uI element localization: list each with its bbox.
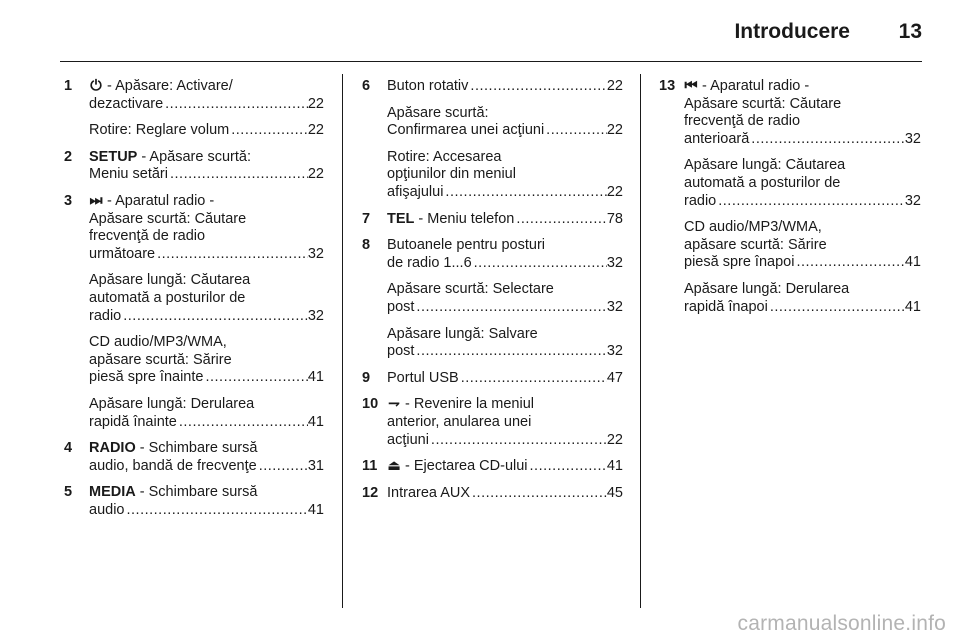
- reference-page: 32: [307, 307, 324, 324]
- entry-text: Apăsare scurtă: Căutare: [684, 95, 842, 112]
- entry-text: frecvenţă de radio: [89, 228, 206, 245]
- entry-text: Apăsare lungă: Derularea: [684, 280, 850, 297]
- entry-text-line: [684, 113, 921, 131]
- leader-dots: [429, 432, 607, 450]
- entry-number: 6: [362, 78, 371, 94]
- page-reference: [684, 299, 921, 317]
- reference-page: 32: [606, 254, 623, 271]
- entry-text: - Aparatul radio -: [107, 192, 215, 209]
- page-title: Introducere: [734, 20, 850, 43]
- reference-label: - Ejectarea CD-ului: [405, 458, 528, 475]
- reference-page: 41: [904, 254, 921, 271]
- entry-paragraph: [387, 396, 623, 449]
- entry-text-line: [684, 237, 921, 255]
- reference-page: 22: [606, 78, 623, 94]
- reference-page: 41: [606, 458, 623, 475]
- reference-page: 32: [904, 130, 921, 147]
- entry-text: Apăsare scurtă: Selectare: [387, 281, 554, 298]
- entry-text-line: [387, 281, 623, 299]
- legend-entry: [64, 193, 324, 431]
- page-reference: [387, 370, 623, 388]
- entry-number: 2: [64, 148, 73, 165]
- next-track-icon: ⏭: [89, 192, 103, 209]
- reference-page: 22: [307, 122, 324, 139]
- page-reference: [89, 414, 324, 432]
- reference-page: 45: [606, 484, 623, 501]
- leader-dots: [121, 308, 308, 326]
- reference-label: Buton rotativ: [387, 78, 469, 94]
- page-reference: [387, 458, 623, 476]
- reference-text: [684, 254, 794, 272]
- entry-text-line: [684, 96, 921, 114]
- entry-paragraph: [684, 219, 921, 272]
- control-key-label: TEL: [387, 210, 415, 227]
- reference-text: [387, 370, 459, 388]
- page-reference: [684, 193, 921, 211]
- page-reference: [387, 432, 623, 450]
- reference-text: [89, 458, 257, 476]
- page-reference: [387, 122, 623, 140]
- reference-label: Rotire: Reglare volum: [89, 122, 230, 139]
- reference-label: Confirmarea unei acţiuni: [387, 122, 545, 139]
- legend-entry: [362, 396, 623, 449]
- leader-dots: [472, 255, 607, 273]
- entry-paragraph: [89, 193, 324, 263]
- entry-paragraph: [387, 105, 623, 140]
- header-rule: [60, 61, 922, 62]
- entry-text: Rotire: Accesarea: [387, 148, 502, 165]
- reference-page: 41: [904, 298, 921, 315]
- reference-label: post: [387, 298, 415, 315]
- legend-entry: [659, 78, 921, 316]
- leader-dots: [794, 254, 904, 272]
- leader-dots: [163, 96, 308, 114]
- entry-paragraph: [89, 484, 324, 519]
- reference-page: 78: [606, 210, 623, 227]
- entry-paragraph: [684, 281, 921, 316]
- entry-text: Apăsare lungă: Derularea: [89, 395, 255, 412]
- legend-entry: [362, 458, 623, 476]
- entry-paragraph: [387, 149, 623, 202]
- entry-text-line: [387, 105, 623, 123]
- entry-paragraph: [387, 326, 623, 361]
- entry-paragraph: [387, 78, 623, 96]
- page-number: 13: [898, 20, 922, 43]
- reference-page: 41: [307, 501, 324, 518]
- entry-paragraph: [387, 370, 623, 388]
- column-divider: [342, 74, 343, 608]
- page-reference: [387, 211, 623, 229]
- reference-label: acţiuni: [387, 431, 429, 448]
- reference-page: 41: [307, 413, 324, 430]
- reference-label: audio: [89, 501, 125, 518]
- entry-text: Apăsare scurtă:: [387, 104, 489, 121]
- entry-text-line: [684, 175, 921, 193]
- entry-text: - Aparatul radio -: [702, 78, 810, 94]
- page-reference: [89, 96, 324, 114]
- entry-text-line: [89, 290, 324, 308]
- entry-text: - Revenire la meniul: [405, 396, 534, 413]
- reference-text: [684, 193, 716, 211]
- page-reference: [387, 78, 623, 96]
- reference-label: piesă spre înainte: [89, 369, 204, 386]
- entry-text-line: [684, 157, 921, 175]
- entry-text: Apăsare scurtă: Căutare: [89, 210, 247, 227]
- entry-text-line: [387, 414, 623, 432]
- reference-text: [89, 166, 168, 184]
- entry-paragraph: [387, 485, 623, 503]
- entry-number: 12: [362, 484, 379, 501]
- legend-entry: [362, 485, 623, 503]
- entry-text-line: [89, 396, 324, 414]
- legend-entry: [64, 78, 324, 140]
- reference-text: [684, 299, 768, 317]
- legend-entry: [64, 484, 324, 519]
- entry-text-line: [89, 334, 324, 352]
- entry-text-line: [89, 78, 324, 96]
- entry-text: Apăsare lungă: Căutarea: [89, 272, 251, 289]
- legend-entry: [362, 370, 623, 388]
- reference-page: 31: [307, 457, 324, 474]
- entry-paragraph: [387, 458, 623, 476]
- page-reference: [387, 343, 623, 361]
- entry-number: 8: [362, 237, 371, 254]
- reference-label: următoare: [89, 245, 156, 262]
- entry-paragraph: [89, 440, 324, 475]
- column-divider: [640, 74, 641, 608]
- page-reference: [387, 184, 623, 202]
- entry-number: 7: [362, 210, 371, 227]
- reference-label: Portul USB: [387, 369, 459, 386]
- entry-text-line: [89, 272, 324, 290]
- entry-paragraph: [684, 78, 921, 148]
- entry-text-line: [387, 149, 623, 167]
- entry-number: 5: [64, 484, 73, 501]
- page-header: [60, 18, 922, 48]
- page-reference: [684, 254, 921, 272]
- entry-text-line: [89, 440, 324, 458]
- control-key-label: SETUP: [89, 148, 138, 165]
- entry-number: 3: [64, 192, 73, 209]
- entry-paragraph: [89, 78, 324, 113]
- leader-dots: [155, 246, 308, 264]
- watermark: carmanualsonline.info: [737, 612, 946, 635]
- column-2: [362, 78, 623, 511]
- entry-text-line: [89, 484, 324, 502]
- reference-label: - Meniu telefon: [418, 210, 515, 227]
- entry-text: Butoanele pentru posturi: [387, 237, 545, 254]
- control-key-label: MEDIA: [89, 484, 136, 501]
- leader-dots: [468, 78, 606, 96]
- reference-label: Meniu setări: [89, 166, 168, 183]
- legend-entry: [64, 149, 324, 184]
- page-reference: [684, 131, 921, 149]
- reference-text: [387, 343, 414, 361]
- leader-dots: [414, 299, 606, 317]
- reference-page: 41: [307, 369, 324, 386]
- reference-text: [387, 485, 470, 503]
- reference-label: rapidă înainte: [89, 413, 177, 430]
- entry-text-line: [684, 78, 921, 96]
- reference-text: [387, 184, 443, 202]
- page-reference: [387, 255, 623, 273]
- reference-text: [387, 78, 468, 96]
- reference-page: 32: [307, 245, 324, 262]
- entry-paragraph: [89, 272, 324, 325]
- leader-dots: [459, 370, 607, 388]
- entry-text: opţiunilor din meniul: [387, 166, 516, 183]
- leader-dots: [257, 458, 308, 476]
- entry-paragraph: [89, 149, 324, 184]
- entry-text-line: [387, 396, 623, 414]
- reference-text: [89, 369, 203, 387]
- leader-dots: [443, 184, 606, 202]
- entry-text-line: [387, 237, 623, 255]
- entry-text: - Schimbare sursă: [139, 440, 258, 457]
- reference-text: [89, 122, 229, 140]
- reference-text: [387, 122, 544, 140]
- entry-text: apăsare scurtă: Sărire: [684, 236, 827, 253]
- entry-text-line: [387, 166, 623, 184]
- reference-label: anterioară: [684, 130, 750, 147]
- entry-text: apăsare scurtă: Sărire: [89, 351, 232, 368]
- page-reference: [89, 122, 324, 140]
- reference-text: [89, 502, 124, 520]
- entry-text-line: [387, 326, 623, 344]
- entry-number: 4: [64, 440, 73, 457]
- leader-dots: [203, 369, 307, 387]
- entry-text: - Apăsare scurtă:: [141, 148, 251, 165]
- leader-dots: [528, 458, 607, 476]
- leader-dots: [414, 343, 606, 361]
- reference-page: 22: [307, 166, 324, 183]
- eject-icon: ⏏: [387, 458, 401, 475]
- entry-paragraph: [89, 334, 324, 387]
- entry-paragraph: [387, 281, 623, 316]
- entry-paragraph: [89, 122, 324, 140]
- entry-paragraph: [387, 211, 623, 229]
- entry-text: - Schimbare sursă: [139, 484, 258, 501]
- back-arrow-icon: ⇁: [387, 396, 401, 413]
- entry-text: frecvenţă de radio: [684, 113, 801, 130]
- entry-text: Apăsare lungă: Căutarea: [684, 157, 846, 174]
- page-reference: [387, 299, 623, 317]
- entry-text-line: [89, 193, 324, 211]
- entry-paragraph: [387, 237, 623, 272]
- reference-text: [387, 255, 472, 273]
- reference-label: dezactivare: [89, 95, 164, 112]
- previous-track-icon: ⏮: [684, 78, 698, 94]
- page-reference: [89, 369, 324, 387]
- reference-label: afişajului: [387, 183, 444, 200]
- entry-text: CD audio/MP3/WMA,: [684, 219, 822, 236]
- reference-page: 22: [606, 431, 623, 448]
- entry-paragraph: [89, 396, 324, 431]
- reference-text: [387, 299, 414, 317]
- entry-number: 9: [362, 369, 371, 386]
- legend-entry: [362, 78, 623, 202]
- power-icon: ⏻: [90, 78, 102, 94]
- leader-dots: [470, 485, 607, 503]
- reference-label: rapidă înapoi: [684, 298, 768, 315]
- reference-label: post: [387, 343, 415, 360]
- page-reference: [89, 502, 324, 520]
- leader-dots: [229, 122, 308, 140]
- leader-dots: [124, 502, 307, 520]
- page-reference: [89, 166, 324, 184]
- entry-text: automată a posturilor de: [684, 174, 841, 191]
- reference-page: 47: [606, 369, 623, 386]
- legend-entry: [64, 440, 324, 475]
- entry-number: 10: [362, 396, 379, 413]
- reference-page: 32: [606, 343, 623, 360]
- entry-text: automată a posturilor de: [89, 289, 246, 306]
- reference-text: [387, 432, 429, 450]
- leader-dots: [716, 193, 905, 211]
- reference-label: piesă spre înapoi: [684, 254, 795, 271]
- entry-text: CD audio/MP3/WMA,: [89, 334, 227, 351]
- leader-dots: [749, 131, 905, 149]
- reference-label: radio: [684, 192, 717, 209]
- reference-text: [684, 131, 749, 149]
- entry-text-line: [89, 149, 324, 167]
- leader-dots: [168, 166, 308, 184]
- reference-text: [387, 458, 528, 476]
- column-1: [64, 78, 324, 528]
- page-reference: [387, 485, 623, 503]
- entry-text-line: [89, 228, 324, 246]
- reference-label: audio, bandă de frecvenţe: [89, 457, 257, 474]
- reference-page: 22: [606, 183, 623, 200]
- entry-text: Apăsare lungă: Salvare: [387, 325, 538, 342]
- reference-label: Intrarea AUX: [387, 484, 471, 501]
- entry-text-line: [684, 281, 921, 299]
- reference-label: radio: [89, 307, 122, 324]
- entry-number: 13: [659, 78, 676, 94]
- legend-entry: [362, 211, 623, 229]
- reference-text: [387, 211, 514, 229]
- reference-text: [89, 308, 121, 326]
- reference-page: 32: [606, 298, 623, 315]
- reference-text: [89, 96, 163, 114]
- leader-dots: [514, 211, 607, 229]
- entry-text: anterior, anularea unei: [387, 413, 532, 430]
- page-reference: [89, 308, 324, 326]
- page-reference: [89, 246, 324, 264]
- entry-text-line: [684, 219, 921, 237]
- entry-text-line: [89, 211, 324, 229]
- reference-label: de radio 1...6: [387, 254, 472, 271]
- reference-page: 22: [606, 122, 623, 139]
- leader-dots: [768, 299, 905, 317]
- page-reference: [89, 458, 324, 476]
- reference-page: 32: [904, 192, 921, 209]
- reference-text: [89, 414, 177, 432]
- legend-entry: [362, 237, 623, 361]
- leader-dots: [544, 122, 607, 140]
- reference-page: 22: [307, 95, 324, 112]
- control-key-label: RADIO: [89, 440, 136, 457]
- entry-text: - Apăsare: Activare/: [107, 78, 233, 94]
- entry-number: 11: [362, 458, 378, 475]
- reference-text: [89, 246, 155, 264]
- entry-number: 1: [64, 78, 73, 94]
- column-3: [659, 78, 921, 325]
- entry-text-line: [89, 352, 324, 370]
- leader-dots: [177, 414, 308, 432]
- entry-paragraph: [684, 157, 921, 210]
